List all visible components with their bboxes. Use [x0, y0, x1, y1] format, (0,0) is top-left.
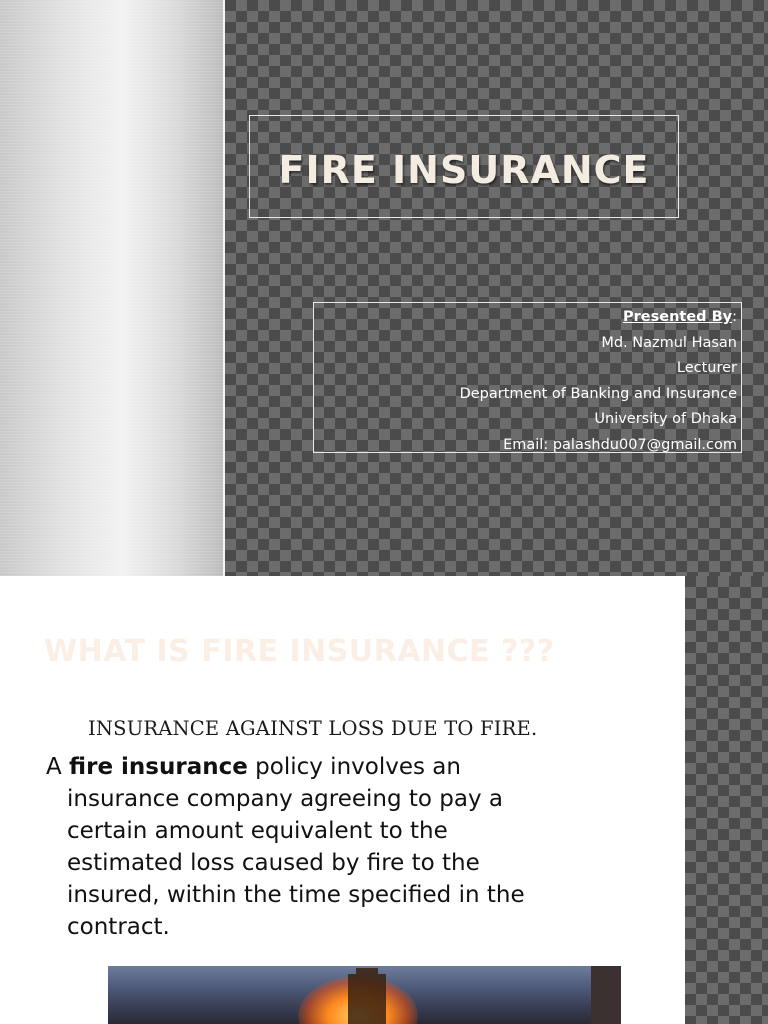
title-box	[249, 115, 679, 218]
slide-left-panel	[0, 0, 223, 576]
slide-heading: WHAT IS FIRE INSURANCE ???	[44, 634, 555, 669]
definition-paragraph	[46, 751, 646, 943]
presented-by-line	[314, 305, 737, 331]
body-line-1-rest: policy involves an	[247, 754, 461, 780]
presenter-university: University of Dhaka	[594, 411, 737, 427]
slide-subheading: INSURANCE AGAINST LOSS DUE TO FIRE.	[88, 717, 538, 740]
slide-definition	[0, 576, 768, 1024]
presenter-box	[313, 302, 742, 453]
slide-pattern-strip	[685, 576, 768, 1024]
tower-silhouette	[348, 974, 386, 1024]
presenter-role: Lecturer	[676, 360, 737, 376]
presenter-email: Email: palashdu007@gmail.com	[503, 436, 737, 453]
building-silhouette	[591, 966, 621, 1024]
presented-by-label: Presented By	[623, 309, 733, 325]
body-line-6: contract.	[67, 914, 170, 940]
body-lead: A	[46, 754, 70, 780]
burning-building-image	[108, 966, 621, 1024]
body-line-2: insurance company agreeing to pay a	[67, 786, 504, 812]
presented-by-colon: :	[732, 309, 737, 325]
presenter-department: Department of Banking and Insurance	[459, 385, 737, 402]
body-line-3: certain amount equivalent to the	[67, 818, 448, 844]
body-line-4: estimated loss caused by fire to the	[67, 850, 480, 876]
body-line-1	[46, 751, 646, 783]
slide-pattern-panel	[225, 0, 768, 576]
body-bold-term: fire insurance	[69, 754, 248, 780]
presenter-name: Md. Nazmul Hasan	[601, 334, 737, 351]
slide-title-text: FIRE INSURANCE	[278, 147, 650, 192]
body-line-5: insured, within the time specified in the	[67, 882, 525, 908]
